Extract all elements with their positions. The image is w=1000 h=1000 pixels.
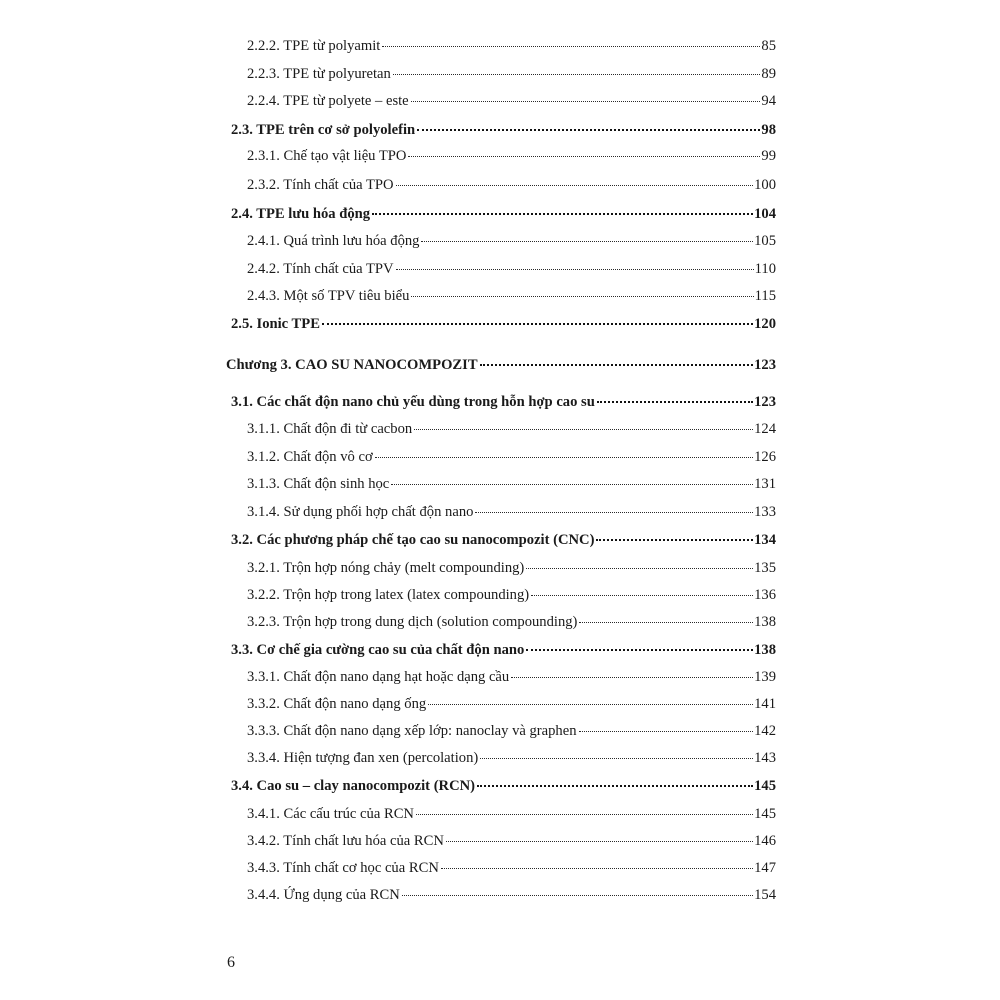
toc-entry-page-number: 89 <box>761 66 776 82</box>
toc-section-entry <box>231 777 776 795</box>
toc-dot-leader <box>475 512 753 513</box>
toc-entry-page-number: 138 <box>754 614 776 630</box>
toc-dot-leader <box>597 401 753 403</box>
toc-entry-page-number: 120 <box>754 316 776 332</box>
toc-dot-leader <box>408 156 760 157</box>
toc-entry-page-number: 110 <box>754 261 776 277</box>
toc-entry-title: 2.4. TPE lưu hóa động <box>231 206 371 222</box>
toc-entry-title: 3.4.3. Tính chất cơ học của RCN <box>247 860 439 876</box>
toc-entry-title: 3.4.1. Các cấu trúc của RCN <box>247 806 414 822</box>
toc-entry-page-number: 115 <box>754 288 776 304</box>
toc-dot-leader <box>391 484 753 485</box>
toc-entry-page-number: 134 <box>754 532 776 548</box>
toc-entry-title: 2.5. Ionic TPE <box>231 316 320 332</box>
toc-entry-page-number: 145 <box>754 778 776 794</box>
toc-subsection-entry <box>247 232 776 250</box>
toc-entry-page-number: 133 <box>754 504 776 520</box>
toc-entry-title: 2.3.1. Chế tạo vật liệu TPO <box>247 148 407 164</box>
page-number: 6 <box>227 954 235 971</box>
toc-subsection-entry <box>247 886 776 904</box>
toc-dot-leader <box>480 364 754 366</box>
toc-dot-leader <box>579 731 754 732</box>
toc-subsection-entry <box>247 176 776 194</box>
toc-subsection-entry <box>247 287 776 305</box>
toc-entry-title: Chương 3. CAO SU NANOCOMPOZIT <box>226 357 478 373</box>
toc-dot-leader <box>417 129 760 131</box>
toc-entry-title: 3.1.2. Chất độn vô cơ <box>247 449 373 465</box>
toc-subsection-entry <box>247 503 776 521</box>
toc-dot-leader <box>411 296 753 297</box>
toc-section-entry <box>231 641 776 659</box>
toc-dot-leader <box>446 841 753 842</box>
toc-entry-page-number: 145 <box>754 806 776 822</box>
toc-entry-page-number: 85 <box>761 38 776 54</box>
toc-dot-leader <box>511 677 753 678</box>
toc-entry-page-number: 105 <box>754 233 776 249</box>
toc-entry-title: 3.2.2. Trộn hợp trong latex (latex compounding) <box>247 587 530 603</box>
toc-section-entry <box>231 531 776 549</box>
toc-dot-leader <box>428 704 753 705</box>
toc-entry-page-number: 126 <box>754 449 776 465</box>
toc-dot-leader <box>372 213 753 215</box>
toc-subsection-entry <box>247 613 776 631</box>
toc-entry-page-number: 135 <box>754 560 776 576</box>
toc-entry-page-number: 104 <box>754 206 776 222</box>
toc-dot-leader <box>393 74 761 75</box>
toc-entry-page-number: 146 <box>754 833 776 849</box>
toc-entry-page-number: 131 <box>754 476 776 492</box>
toc-subsection-entry <box>247 586 776 604</box>
toc-dot-leader <box>402 895 753 896</box>
toc-dot-leader <box>414 429 753 430</box>
toc-entry-title: 3.1. Các chất độn nano chủ yếu dùng trong hỗn hợp cao su <box>231 394 595 410</box>
toc-dot-leader <box>480 758 753 759</box>
toc-entry-page-number: 98 <box>761 122 776 138</box>
toc-subsection-entry <box>247 859 776 877</box>
toc-subsection-entry <box>247 805 776 823</box>
toc-entry-title: 2.2.4. TPE từ polyete – este <box>247 93 409 109</box>
toc-entry-page-number: 123 <box>754 394 776 410</box>
toc-subsection-entry <box>247 420 776 438</box>
toc-subsection-entry <box>247 92 776 110</box>
toc-dot-leader <box>382 46 760 47</box>
toc-subsection-entry <box>247 475 776 493</box>
toc-entry-page-number: 141 <box>754 696 776 712</box>
toc-dot-leader <box>396 185 754 186</box>
toc-entry-title: 2.2.2. TPE từ polyamit <box>247 38 381 54</box>
toc-entry-title: 3.1.4. Sử dụng phối hợp chất độn nano <box>247 504 474 520</box>
toc-entry-title: 2.3. TPE trên cơ sở polyolefin <box>231 122 416 138</box>
toc-subsection-entry <box>247 722 776 740</box>
toc-entry-page-number: 139 <box>754 669 776 685</box>
toc-entry-page-number: 99 <box>761 148 776 164</box>
toc-dot-leader <box>531 595 753 596</box>
toc-entry-title: 3.3.3. Chất độn nano dạng xếp lớp: nanoclay và graphen <box>247 723 577 739</box>
toc-entry-title: 2.4.1. Quá trình lưu hóa động <box>247 233 420 249</box>
toc-entry-page-number: 143 <box>754 750 776 766</box>
toc-entry-title: 3.3. Cơ chế gia cường cao su của chất độn nano <box>231 642 525 658</box>
toc-dot-leader <box>416 814 753 815</box>
toc-entry-title: 3.1.3. Chất độn sinh học <box>247 476 390 492</box>
toc-chapter-entry <box>226 356 776 374</box>
toc-section-entry <box>231 393 776 411</box>
toc-dot-leader <box>526 649 753 651</box>
toc-section-entry <box>231 205 776 223</box>
toc-entry-title: 2.3.2. Tính chất của TPO <box>247 177 394 193</box>
toc-entry-title: 3.4.2. Tính chất lưu hóa của RCN <box>247 833 444 849</box>
toc-entry-title: 2.4.2. Tính chất của TPV <box>247 261 394 277</box>
toc-entry-title: 2.4.3. Một số TPV tiêu biểu <box>247 288 410 304</box>
toc-entry-title: 3.4. Cao su – clay nanocompozit (RCN) <box>231 778 476 794</box>
toc-entry-page-number: 123 <box>754 357 776 373</box>
toc-entry-page-number: 154 <box>754 887 776 903</box>
toc-entry-title: 2.2.3. TPE từ polyuretan <box>247 66 391 82</box>
toc-dot-leader <box>322 323 753 325</box>
toc-subsection-entry <box>247 559 776 577</box>
toc-entry-page-number: 94 <box>761 93 776 109</box>
toc-subsection-entry <box>247 749 776 767</box>
toc-entry-page-number: 124 <box>754 421 776 437</box>
toc-section-entry <box>231 315 776 333</box>
toc-entry-title: 3.3.2. Chất độn nano dạng ống <box>247 696 427 712</box>
toc-dot-leader <box>441 868 753 869</box>
toc-subsection-entry <box>247 260 776 278</box>
toc-dot-leader <box>421 241 753 242</box>
toc-dot-leader <box>477 785 753 787</box>
toc-entry-title: 3.3.4. Hiện tượng đan xen (percolation) <box>247 750 479 766</box>
toc-subsection-entry <box>247 448 776 466</box>
toc-dot-leader <box>411 101 761 102</box>
toc-dot-leader <box>526 568 753 569</box>
toc-entry-title: 3.4.4. Ứng dụng của RCN <box>247 887 400 903</box>
toc-entry-page-number: 136 <box>754 587 776 603</box>
toc-subsection-entry <box>247 147 776 165</box>
toc-entry-title: 3.2.1. Trộn hợp nóng chảy (melt compounding) <box>247 560 525 576</box>
toc-entry-title: 3.2.3. Trộn hợp trong dung dịch (solution compounding) <box>247 614 578 630</box>
toc-entry-page-number: 100 <box>754 177 776 193</box>
toc-entry-title: 3.1.1. Chất độn đi từ cacbon <box>247 421 413 437</box>
toc-entry-title: 3.3.1. Chất độn nano dạng hạt hoặc dạng cầu <box>247 669 510 685</box>
toc-entry-title: 3.2. Các phương pháp chế tạo cao su nanocompozit (CNC) <box>231 532 595 548</box>
toc-entry-page-number: 147 <box>754 860 776 876</box>
toc-subsection-entry <box>247 668 776 686</box>
toc-dot-leader <box>396 269 754 270</box>
toc-entry-page-number: 142 <box>754 723 776 739</box>
toc-subsection-entry <box>247 695 776 713</box>
toc-subsection-entry <box>247 65 776 83</box>
toc-entry-page-number: 138 <box>754 642 776 658</box>
toc-subsection-entry <box>247 832 776 850</box>
toc-dot-leader <box>375 457 753 458</box>
toc-section-entry <box>231 121 776 139</box>
toc-dot-leader <box>579 622 753 623</box>
toc-dot-leader <box>596 539 753 541</box>
toc-subsection-entry <box>247 37 776 55</box>
